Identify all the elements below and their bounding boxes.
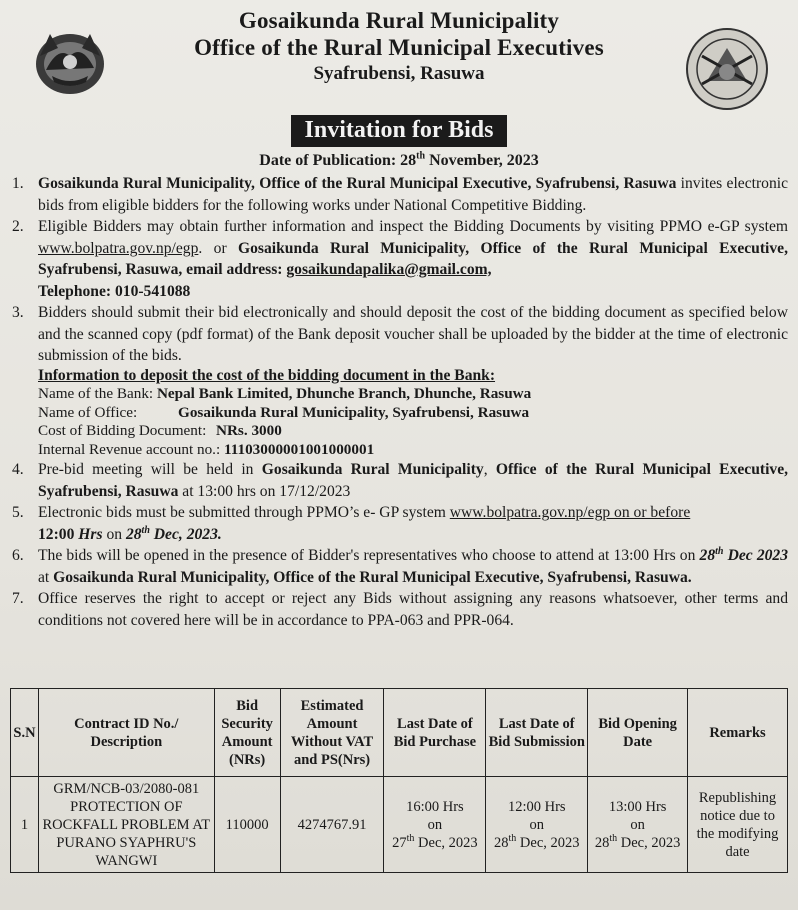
item-text: Office reserves the right to accept or reject any Bids without assigning any reasons whatsoever, other terms and conditions not covered here will be in accordance to PPA-063 and PPR-064. [38, 590, 788, 629]
bank-info [10, 367, 788, 460]
header-submission: Last Date of Bid Submission [486, 689, 588, 777]
list-item [10, 588, 788, 631]
item-text [38, 545, 788, 588]
item-bold-2: Office of the Rural Municipal Executive, Syafrubensi, Rasuwa [38, 461, 789, 500]
header-remarks: Remarks [688, 689, 788, 777]
publication-date [10, 151, 788, 171]
egp-link[interactable]: www.bolpatra.gov.np/egp on or before [449, 504, 691, 522]
item-number: 2. [12, 218, 24, 235]
terms-list-continued [10, 459, 788, 631]
opening-day: 28 [699, 547, 716, 565]
office-row [38, 404, 788, 423]
item-number: 5. [12, 504, 24, 522]
item-pre: Electronic bids must be submitted through PPMO’s e- GP system [38, 504, 450, 522]
header-contract: Contract ID No./ Description [38, 689, 214, 777]
bank-info-heading: Information to deposit the cost of the bidding document in the Bank: [38, 366, 496, 384]
item-mid: . or [198, 239, 238, 257]
bank-name-label: Name of the Bank: [38, 385, 157, 403]
submission-time: 12:00 Hrs [507, 798, 566, 815]
municipality-name: Gosaikunda Rural Municipality [238, 8, 560, 33]
invitation-banner: Invitation for Bids [291, 115, 508, 147]
header-sn: S.N [11, 689, 39, 777]
item-number: 3. [12, 304, 24, 321]
cell-opening [588, 777, 688, 873]
pub-label: Date of Publication: 28 [259, 152, 417, 169]
cell-purchase [384, 777, 486, 873]
item-bold: Gosaikunda Rural Municipality, Office of the Rural Municipal Executive, Syafrubensi, Rasuwa, email address: [38, 239, 788, 278]
bank-name-value: Nepal Bank Limited, Dhunche Branch, Dhunche, Rasuwa [156, 385, 532, 403]
bank-name-row [38, 385, 788, 404]
office-label: Name of Office: [38, 403, 138, 421]
header-security: Bid Security Amount (NRs) [214, 689, 280, 777]
header-opening: Bid Opening Date [588, 689, 688, 777]
pub-sup: th [416, 150, 426, 162]
opening-day-cell: 28 [594, 834, 610, 851]
table-row [11, 777, 788, 873]
submission-day: 28 [494, 834, 509, 851]
deadline-time: 12:00 [38, 525, 79, 543]
telephone: Telephone: 010-541088 [38, 282, 191, 300]
list-item [10, 459, 788, 502]
item-text [38, 216, 788, 302]
purchase-on: on [427, 816, 443, 833]
purchase-sup: th [406, 832, 415, 844]
egp-link[interactable]: www.bolpatra.gov.np/egp [38, 239, 199, 257]
cell-security: 110000 [214, 777, 280, 873]
terms-list [10, 173, 788, 367]
cell-sn: 1 [11, 777, 39, 873]
account-row [38, 441, 788, 460]
cost-value: NRs. 3000 [216, 422, 282, 440]
cell-submission [486, 777, 588, 873]
opening-sup-cell: th [609, 832, 618, 844]
opening-on: on [630, 816, 645, 833]
cost-row [38, 422, 788, 441]
item-number: 7. [12, 590, 24, 608]
list-item [10, 173, 788, 216]
deadline-hrs: Hrs [78, 525, 103, 543]
table-header-row [11, 689, 788, 777]
header-purchase: Last Date of Bid Purchase [384, 689, 486, 777]
item-bold: Gosaikunda Rural Municipality [261, 461, 484, 479]
item-number: 6. [12, 547, 24, 565]
item-text [38, 459, 788, 502]
item-mid: , [483, 461, 496, 479]
deadline-day: 28 [125, 525, 142, 543]
opening-date-cell: Dec, 2023 [617, 834, 681, 851]
office-value: Gosaikunda Rural Municipality, Syafrubensi, Rasuwa [178, 403, 530, 421]
submission-date: Dec, 2023 [516, 834, 580, 851]
item-text: Bidders should submit their bid electronically and should deposit the cost of the bidding document as specified below and the scanned copy (pdf format) of the Bank deposit voucher shall be uploaded by the bidder at the time of electronic submission of the bids. [38, 304, 788, 364]
bids-table [10, 688, 788, 873]
item-number: 4. [12, 461, 24, 479]
deadline-date: Dec, 2023. [149, 525, 222, 543]
cell-estimated: 4274767.91 [280, 777, 384, 873]
item-pre: The bids will be opened in the presence of Bidder's representatives who choose to attend at 13:00 Hrs on [38, 547, 700, 565]
submission-on: on [529, 816, 544, 833]
list-item [10, 545, 788, 588]
item-mid: at [38, 568, 54, 586]
office-location: Syafrubensi, Rasuwa [313, 63, 485, 84]
purchase-day: 27 [392, 834, 407, 851]
opening-sup: th [715, 546, 724, 558]
header-estimated: Estimated Amount Without VAT and PS(Nrs) [280, 689, 384, 777]
item-rest: at 13:00 hrs on 17/12/2023 [178, 482, 351, 500]
list-item [10, 502, 788, 545]
item-rest: invites electronic bids from eligible bidders for the following works under National Competitive Bidding. [38, 175, 788, 214]
item-number: 1. [12, 175, 24, 192]
item-pre: Eligible Bidders may obtain further information and inspect the Bidding Documents by visiting PPMO e-GP system [38, 218, 788, 235]
list-item [10, 216, 788, 302]
item-bold: Gosaikunda Rural Municipality, Office of the Rural Municipal Executive, Syafrubensi, Rasuwa [38, 175, 677, 192]
item-bold: Gosaikunda Rural Municipality, Office of the Rural Municipal Executive, Syafrubensi, Rasuwa. [53, 568, 692, 586]
nepal-emblem-logo [30, 26, 110, 98]
item-text [38, 502, 788, 545]
notice-header [10, 8, 788, 113]
account-value: 11103000001001000001 [223, 440, 375, 458]
deadline-on: on [102, 525, 126, 543]
list-item [10, 302, 788, 367]
submission-sup: th [508, 832, 517, 844]
purchase-date: Dec, 2023 [414, 834, 478, 851]
purchase-time: 16:00 Hrs [406, 798, 464, 815]
deadline-sup: th [141, 524, 150, 536]
item-text [38, 173, 788, 216]
account-label: Internal Revenue account no.: [38, 440, 224, 458]
pub-rest: November, 2023 [425, 152, 539, 169]
email-link[interactable]: gosaikundapalika@gmail.com, [286, 261, 492, 278]
cell-remarks: Republishing notice due to the modifying date [688, 777, 788, 873]
office-name: Office of the Rural Municipal Executives [194, 35, 604, 60]
banner-wrap [10, 115, 788, 147]
municipality-seal-logo [682, 26, 772, 112]
opening-time: 13:00 Hrs [608, 798, 667, 815]
opening-date: Dec 2023 [723, 547, 789, 565]
cost-label: Cost of Bidding Document: [38, 422, 207, 440]
cell-contract: GRM/NCB-03/2080-081 PROTECTION OF ROCKFALL PROBLEM AT PURANO SYAPHRU'S WANGWI [38, 777, 214, 873]
item-pre: Pre-bid meeting will be held in [38, 461, 262, 479]
